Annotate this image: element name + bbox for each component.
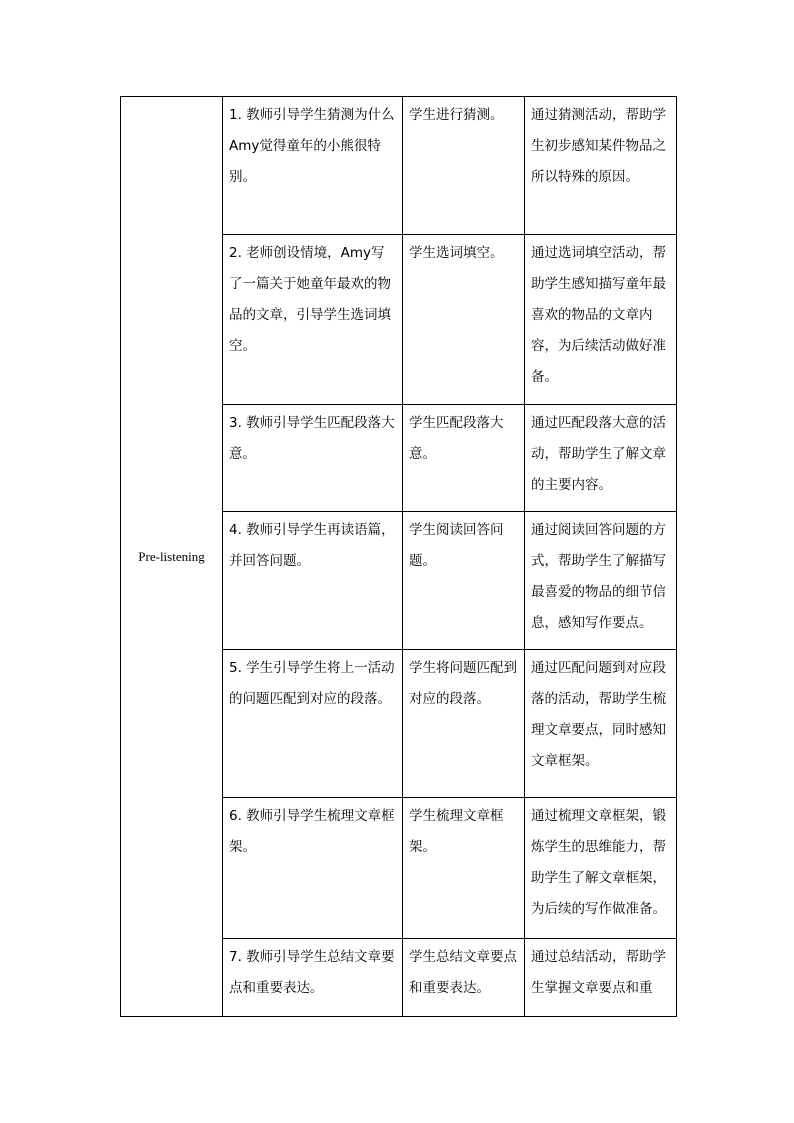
purpose-text: 通过阅读回答问题的方式，帮助学生了解描写最喜爱的物品的细节信息，感知写作要点。 xyxy=(531,522,666,631)
student-activity-text: 学生总结文章要点和重要表达。 xyxy=(409,949,517,996)
purpose-cell xyxy=(525,650,677,798)
lesson-plan-table xyxy=(120,96,677,1017)
table-row xyxy=(121,97,677,235)
student-activity-cell xyxy=(403,939,525,1017)
student-activity-text: 学生选词填空。 xyxy=(409,245,504,261)
student-activity-text: 学生阅读回答问题。 xyxy=(409,522,504,569)
stage-label: Pre-listening xyxy=(138,548,205,564)
teacher-activity-cell xyxy=(223,798,403,939)
student-activity-cell xyxy=(403,512,525,650)
purpose-cell xyxy=(525,939,677,1017)
teacher-activity-text: 3. 教师引导学生匹配段落大意。 xyxy=(229,415,395,462)
student-activity-text: 学生进行猜测。 xyxy=(409,107,504,123)
purpose-text: 通过匹配问题到对应段落的活动，帮助学生梳理文章要点，同时感知文章框架。 xyxy=(531,660,666,769)
student-activity-cell xyxy=(403,235,525,405)
purpose-cell xyxy=(525,405,677,512)
purpose-cell xyxy=(525,512,677,650)
student-activity-cell xyxy=(403,405,525,512)
student-activity-text: 学生梳理文章框架。 xyxy=(409,808,504,855)
purpose-text: 通过猜测活动，帮助学生初步感知某件物品之所以特殊的原因。 xyxy=(531,107,666,185)
purpose-text: 通过匹配段落大意的活动，帮助学生了解文章的主要内容。 xyxy=(531,415,666,493)
student-activity-cell xyxy=(403,798,525,939)
purpose-text: 通过总结活动，帮助学生掌握文章要点和重 xyxy=(531,949,666,996)
teacher-activity-cell xyxy=(223,405,403,512)
teacher-activity-cell xyxy=(223,235,403,405)
purpose-text: 通过选词填空活动，帮助学生感知描写童年最喜欢的物品的文章内容，为后续活动做好准备。 xyxy=(531,245,666,385)
student-activity-cell xyxy=(403,97,525,235)
purpose-cell xyxy=(525,798,677,939)
teacher-activity-text: 1. 教师引导学生猜测为什么Amy觉得童年的小熊很特别。 xyxy=(229,107,395,185)
student-activity-text: 学生将问题匹配到对应的段落。 xyxy=(409,660,517,707)
teacher-activity-cell xyxy=(223,650,403,798)
teacher-activity-text: 6. 教师引导学生梳理文章框架。 xyxy=(229,808,395,855)
teacher-activity-cell xyxy=(223,939,403,1017)
teacher-activity-text: 2. 老师创设情境，Amy写了一篇关于她童年最欢的物品的文章，引导学生选词填空。 xyxy=(229,245,391,354)
teacher-activity-text: 5. 学生引导学生将上一活动的问题匹配到对应的段落。 xyxy=(229,660,395,707)
purpose-cell xyxy=(525,97,677,235)
teacher-activity-cell xyxy=(223,97,403,235)
stage-cell xyxy=(121,97,223,1017)
student-activity-cell xyxy=(403,650,525,798)
purpose-text: 通过梳理文章框架，锻炼学生的思维能力，帮助学生了解文章框架，为后续的写作做准备。 xyxy=(531,808,666,917)
purpose-cell xyxy=(525,235,677,405)
teacher-activity-cell xyxy=(223,512,403,650)
teacher-activity-text: 7. 教师引导学生总结文章要点和重要表达。 xyxy=(229,949,395,996)
student-activity-text: 学生匹配段落大意。 xyxy=(409,415,504,462)
teacher-activity-text: 4. 教师引导学生再读语篇，并回答问题。 xyxy=(229,522,395,569)
